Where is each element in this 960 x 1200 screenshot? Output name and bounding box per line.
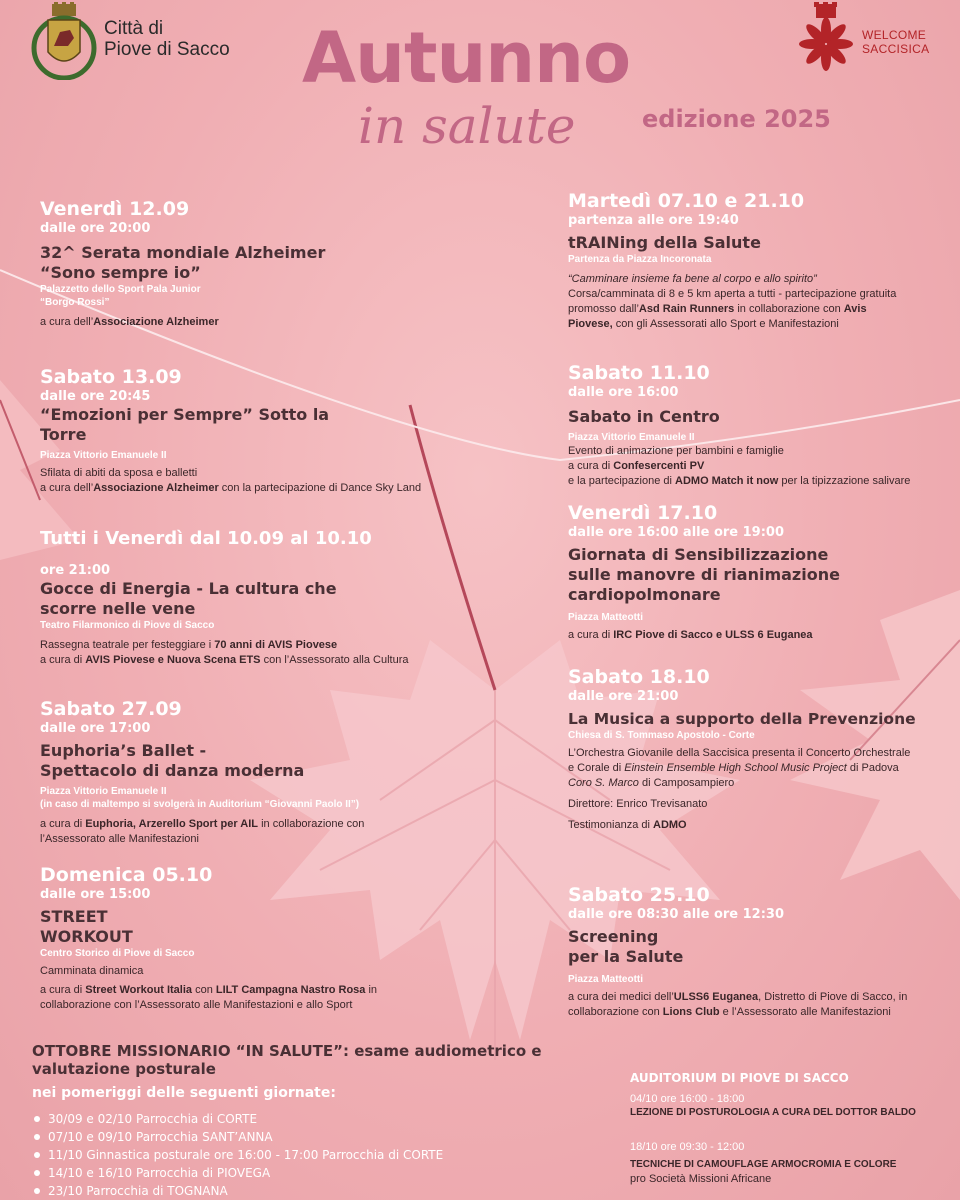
bullet-icon [34,1152,40,1158]
event-screening-salute [568,884,958,1020]
event-director: Direttore: Enrico Trevisanato [568,798,708,810]
event-place: Palazzetto dello Sport Pala Junior “Borgo Rossi” [40,284,201,308]
event-title: Sabato in Centro [568,407,720,426]
event-organizer: a cura dei medici dell’ULSS6 Euganea, Distretto di Piove di Sacco, in [568,991,908,1003]
event-title: tRAINing della Salute [568,233,761,252]
poster-title: Autunno [302,17,631,99]
edition-label: edizione 2025 [642,105,831,133]
event-time: dalle ore 16:00 [568,385,679,400]
event-time: dalle ore 21:00 [568,689,679,704]
auditorium-item-date: 04/10 ore 16:00 - 18:00 [630,1093,745,1105]
event-place: Piazza Vittorio Emanuele II [40,450,167,461]
city-name-line2: Piove di Sacco [104,39,230,60]
event-street-workout [40,864,560,1013]
event-day: Sabato 13.09 [40,366,182,388]
event-time: dalle ore 20:45 [40,389,151,404]
event-place: Centro Storico di Piove di Sacco [40,948,195,959]
event-organizer-cont: e la partecipazione di ADMO Match it now per la tipizzazione salivare [568,475,911,487]
event-testimonial: Testimonianza di ADMO [568,819,687,831]
event-time: dalle ore 16:00 alle ore 19:00 [568,525,785,540]
event-description-cont: e Corale di Einstein Ensemble High School Music Project di Padova [568,762,899,774]
event-title: 32^ Serata mondiale Alzheimer “Sono sempre io” [40,243,326,282]
event-time: partenza alle ore 19:40 [568,213,739,228]
event-title: Euphoria’s Ballet - Spettacolo di danza moderna [40,741,305,780]
event-description: Corsa/camminata di 8 e 5 km aperta a tutti - partecipazione gratuita [568,288,897,300]
list-item: 23/10 Parrocchia di TOGNANA [32,1182,443,1200]
event-place: Piazza Vittorio Emanuele II (in caso di maltempo si svolgerà in Auditorium “Giovanni Paolo II”) [40,786,360,810]
event-day: Sabato 18.10 [568,666,710,688]
city-coat-of-arms-logo [30,2,98,80]
welcome-saccisica-logo [795,2,857,72]
event-euphoria-ballet [40,698,560,847]
event-description: Rassegna teatrale per festeggiare i 70 anni di AVIS Piovese [40,639,338,651]
event-place: Piazza Matteotti [568,974,644,985]
event-day: Venerdì 17.10 [568,502,718,524]
auditorium-item-desc: TECNICHE DI CAMOUFLAGE ARMOCROMIA E COLORE [630,1159,897,1170]
auditorium-item-note: pro Società Missioni Africane [630,1173,772,1185]
event-place: Chiesa di S. Tommaso Apostolo - Corte [568,730,755,741]
event-title: STREET WORKOUT [40,907,133,946]
poster-subtitle: in salute [358,97,576,155]
event-title: La Musica a supporto della Prevenzione [568,710,916,728]
event-time: dalle ore 17:00 [40,721,151,736]
event-description: Evento di animazione per bambini e famiglie [568,445,784,457]
event-day: Venerdì 12.09 [40,198,190,220]
event-organizer: a cura di IRC Piove di Sacco e ULSS 6 Euganea [568,629,813,641]
missionario-dates-list [32,1110,443,1200]
event-organizer-cont: l’Assessorato alle Manifestazioni [40,833,199,845]
auditorium-section [630,1070,950,1186]
event-day: Sabato 11.10 [568,362,710,384]
event-organizer: a cura di Street Workout Italia con LILT Campagna Nastro Rosa in [40,984,378,996]
event-place: Teatro Filarmonico di Piove di Sacco [40,620,215,631]
auditorium-title: AUDITORIUM DI PIOVE DI SACCO [630,1071,849,1085]
event-time: dalle ore 20:00 [40,221,151,236]
event-organizer: a cura di Euphoria, Arzerello Sport per AIL in collaborazione con [40,818,365,830]
welcome-line1: WELCOME [862,28,927,42]
event-place: Piazza Matteotti [568,612,644,623]
event-organizer: promosso dall’Asd Rain Runners in collaborazione con Avis [568,303,867,315]
event-time: dalle ore 08:30 alle ore 12:30 [568,907,785,922]
missionario-subtitle: nei pomeriggi delle seguenti giornate: [32,1085,336,1101]
city-name-line1: Città di [104,18,164,39]
list-item: 07/10 e 09/10 Parrocchia SANT’ANNA [32,1128,443,1146]
event-day: Domenica 05.10 [40,864,213,886]
event-musica-prevenzione [568,666,953,833]
event-day: Tutti i Venerdì dal 10.09 al 10.10 [40,528,372,549]
event-sabato-in-centro [568,362,953,489]
event-day: Martedì 07.10 e 21.10 [568,190,805,212]
event-description: Sfilata di abiti da sposa e balletti [40,467,198,479]
list-item: 14/10 e 16/10 Parrocchia di PIOVEGA [32,1164,443,1182]
welcome-saccisica-text [862,28,929,56]
event-description: Camminata dinamica [40,965,144,977]
event-time: dalle ore 15:00 [40,887,151,902]
city-name [104,18,230,60]
missionario-title: OTTOBRE MISSIONARIO “IN SALUTE”: esame audiometrico e valutazione posturale [32,1042,542,1078]
event-day: Sabato 25.10 [568,884,710,906]
list-item: 11/10 Ginnastica posturale ore 16:00 - 17:00 Parrocchia di CORTE [32,1146,443,1164]
event-organizer-cont: collaborazione con Lions Club e l’Assessorato alle Manifestazioni [568,1006,891,1018]
event-organizer: a cura di Confesercenti PV [568,460,705,472]
event-time: ore 21:00 [40,563,111,578]
event-emozioni-per-sempre [40,366,560,496]
event-giornata-sensibilizzazione [568,502,948,643]
event-title: Giornata di Sensibilizzazione sulle manovre di rianimazione cardiopolmonare [568,545,840,604]
event-training-della-salute [568,190,948,332]
auditorium-item-date: 18/10 ore 09:30 - 12:00 [630,1141,745,1153]
event-title: Gocce di Energia - La cultura che scorre nelle vene [40,579,337,618]
event-organizer-cont: Piovese, con gli Assessorati allo Sport e Manifestazioni [568,318,839,330]
event-choir: Coro S. Marco di Camposampiero [568,777,735,789]
bullet-icon [34,1188,40,1194]
bullet-icon [34,1170,40,1176]
event-title: Screening per la Salute [568,927,684,966]
event-organizer-cont: collaborazione con l’Assessorato alle Manifestazioni e allo Sport [40,999,353,1011]
auditorium-item-desc: LEZIONE DI POSTUROLOGIA A CURA DEL DOTTOR BALDO [630,1107,916,1118]
event-place: Piazza Vittorio Emanuele II [568,432,695,443]
event-alzheimer-serata [40,198,540,330]
event-organizer: a cura dell’Associazione Alzheimer con la partecipazione di Dance Sky Land [40,482,422,494]
event-title: “Emozioni per Sempre” Sotto la Torre [40,405,330,444]
bullet-icon [34,1134,40,1140]
list-item: 30/09 e 02/10 Parrocchia di CORTE [32,1110,443,1128]
bullet-icon [34,1116,40,1122]
event-organizer: a cura di AVIS Piovese e Nuova Scena ETS con l’Assessorato alla Cultura [40,654,409,666]
event-gocce-di-energia [40,528,560,668]
event-day: Sabato 27.09 [40,698,182,720]
event-description: L’Orchestra Giovanile della Saccisica presenta il Concerto Orchestrale [568,747,911,759]
event-organizer: a cura dell’Associazione Alzheimer [40,316,219,328]
welcome-line2: SACCISICA [862,42,930,56]
event-place: Partenza da Piazza Incoronata [568,254,712,265]
event-motto: “Camminare insieme fa bene al corpo e allo spirito” [568,273,817,285]
